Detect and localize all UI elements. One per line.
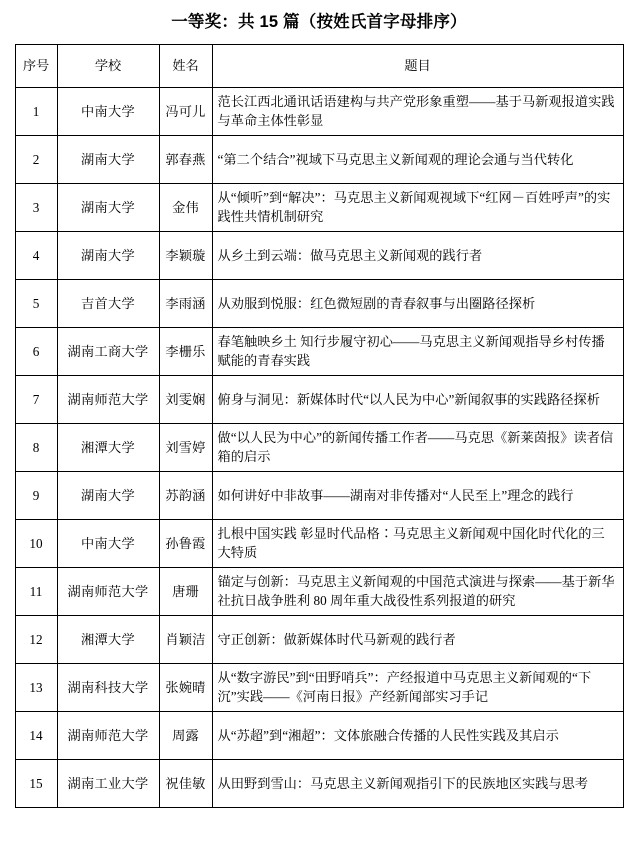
cell-sequence-number: 14 bbox=[15, 711, 57, 759]
cell-paper-title: 俯身与洞见：新媒体时代“以人民为中心”新闻叙事的实践路径探析 bbox=[212, 375, 623, 423]
cell-paper-title: 守正创新：做新媒体时代马新观的践行者 bbox=[212, 615, 623, 663]
table-row bbox=[15, 135, 623, 183]
cell-school: 吉首大学 bbox=[57, 279, 159, 327]
cell-school: 湖南大学 bbox=[57, 471, 159, 519]
cell-sequence-number: 5 bbox=[15, 279, 57, 327]
table-row bbox=[15, 87, 623, 135]
table-row bbox=[15, 759, 623, 807]
cell-school: 湘潭大学 bbox=[57, 615, 159, 663]
cell-school: 湖南大学 bbox=[57, 183, 159, 231]
table-row bbox=[15, 327, 623, 375]
cell-author-name: 郭春燕 bbox=[159, 135, 212, 183]
cell-school: 湖南师范大学 bbox=[57, 567, 159, 615]
cell-sequence-number: 8 bbox=[15, 423, 57, 471]
cell-author-name: 金伟 bbox=[159, 183, 212, 231]
cell-paper-title: 范长江西北通讯话语建构与共产党形象重塑——基于马新观报道实践与革命主体性彰显 bbox=[212, 87, 623, 135]
table-row bbox=[15, 279, 623, 327]
cell-school: 湖南工业大学 bbox=[57, 759, 159, 807]
cell-author-name: 唐珊 bbox=[159, 567, 212, 615]
page-title: 一等奖：共 15 篇（按姓氏首字母排序） bbox=[171, 13, 467, 31]
cell-sequence-number: 11 bbox=[15, 567, 57, 615]
cell-paper-title: 从乡土到云端：做马克思主义新闻观的践行者 bbox=[212, 231, 623, 279]
cell-paper-title: 从“倾听”到“解决”：马克思主义新闻观视域下“红网－百姓呼声”的实践性共情机制研究 bbox=[212, 183, 623, 231]
table-row bbox=[15, 567, 623, 615]
cell-sequence-number: 4 bbox=[15, 231, 57, 279]
table-row bbox=[15, 663, 623, 711]
cell-sequence-number: 13 bbox=[15, 663, 57, 711]
cell-school: 湖南科技大学 bbox=[57, 663, 159, 711]
cell-author-name: 刘雯娴 bbox=[159, 375, 212, 423]
cell-paper-title: 如何讲好中非故事——湖南对非传播对“人民至上”理念的践行 bbox=[212, 471, 623, 519]
table-row bbox=[15, 471, 623, 519]
cell-school: 湖南大学 bbox=[57, 231, 159, 279]
cell-author-name: 刘雪婷 bbox=[159, 423, 212, 471]
table-header-row bbox=[15, 44, 623, 87]
table-row bbox=[15, 375, 623, 423]
cell-sequence-number: 6 bbox=[15, 327, 57, 375]
column-header-title: 题目 bbox=[212, 44, 623, 87]
cell-sequence-number: 9 bbox=[15, 471, 57, 519]
table-row bbox=[15, 183, 623, 231]
cell-paper-title: 从劝服到悦服：红色微短剧的青春叙事与出圈路径探析 bbox=[212, 279, 623, 327]
cell-paper-title: 从“苏超”到“湘超”：文体旅融合传播的人民性实践及其启示 bbox=[212, 711, 623, 759]
cell-school: 湖南师范大学 bbox=[57, 375, 159, 423]
table-row bbox=[15, 711, 623, 759]
cell-author-name: 周露 bbox=[159, 711, 212, 759]
cell-sequence-number: 10 bbox=[15, 519, 57, 567]
cell-paper-title: 做“以人民为中心”的新闻传播工作者——马克思《新莱茵报》读者信箱的启示 bbox=[212, 423, 623, 471]
cell-sequence-number: 2 bbox=[15, 135, 57, 183]
cell-paper-title: 锚定与创新：马克思主义新闻观的中国范式演进与探索——基于新华社抗日战争胜利 80 周年重大战役性系列报道的研究 bbox=[212, 567, 623, 615]
cell-author-name: 李颖璇 bbox=[159, 231, 212, 279]
cell-sequence-number: 12 bbox=[15, 615, 57, 663]
cell-author-name: 李雨涵 bbox=[159, 279, 212, 327]
cell-school: 湖南大学 bbox=[57, 135, 159, 183]
cell-sequence-number: 3 bbox=[15, 183, 57, 231]
cell-school: 湖南师范大学 bbox=[57, 711, 159, 759]
cell-paper-title: 从田野到雪山：马克思主义新闻观指引下的民族地区实践与思考 bbox=[212, 759, 623, 807]
cell-author-name: 冯可儿 bbox=[159, 87, 212, 135]
cell-school: 湖南工商大学 bbox=[57, 327, 159, 375]
cell-author-name: 苏韵涵 bbox=[159, 471, 212, 519]
cell-school: 中南大学 bbox=[57, 519, 159, 567]
cell-sequence-number: 15 bbox=[15, 759, 57, 807]
table-row bbox=[15, 231, 623, 279]
table-row bbox=[15, 615, 623, 663]
cell-paper-title: 从“数字游民”到“田野哨兵”：产经报道中马克思主义新闻观的“下沉”实践——《河南日报》产经新闻部实习手记 bbox=[212, 663, 623, 711]
cell-school: 湘潭大学 bbox=[57, 423, 159, 471]
table-header bbox=[15, 44, 623, 87]
cell-paper-title: 春笔触映乡土 知行步履守初心——马克思主义新闻观指导乡村传播赋能的青春实践 bbox=[212, 327, 623, 375]
column-header-name: 姓名 bbox=[159, 44, 212, 87]
cell-author-name: 李栅乐 bbox=[159, 327, 212, 375]
table-row bbox=[15, 519, 623, 567]
award-winners-table bbox=[15, 44, 624, 808]
table-row bbox=[15, 423, 623, 471]
cell-school: 中南大学 bbox=[57, 87, 159, 135]
cell-paper-title: “第二个结合”视域下马克思主义新闻观的理论会通与当代转化 bbox=[212, 135, 623, 183]
table-body bbox=[15, 87, 623, 807]
cell-sequence-number: 1 bbox=[15, 87, 57, 135]
cell-author-name: 肖颖洁 bbox=[159, 615, 212, 663]
cell-author-name: 孙鲁霞 bbox=[159, 519, 212, 567]
cell-author-name: 张婉晴 bbox=[159, 663, 212, 711]
cell-sequence-number: 7 bbox=[15, 375, 57, 423]
column-header-no: 序号 bbox=[15, 44, 57, 87]
cell-author-name: 祝佳敏 bbox=[159, 759, 212, 807]
column-header-school: 学校 bbox=[57, 44, 159, 87]
cell-paper-title: 扎根中国实践 彰显时代品格∶马克思主义新闻观中国化时代化的三大特质 bbox=[212, 519, 623, 567]
